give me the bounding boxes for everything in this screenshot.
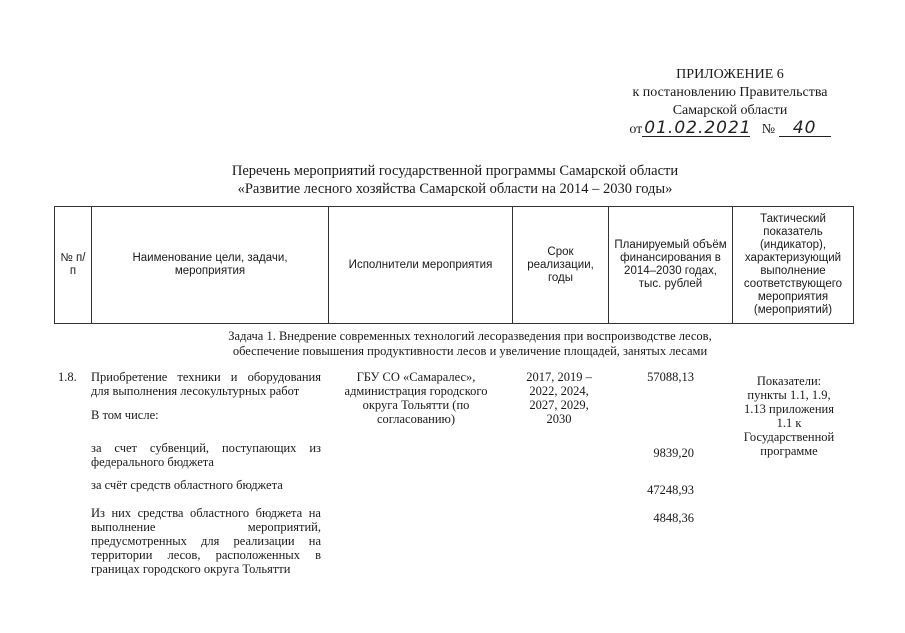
handwritten-number: 40 bbox=[779, 120, 831, 137]
row-executors: ГБУ СО «Самаралес», администрация городского округа Тольятти (по согласованию) bbox=[344, 370, 488, 426]
date-prefix: от bbox=[629, 122, 643, 137]
appendix-date-number bbox=[560, 120, 860, 139]
row-amount-regional: 47248,93 bbox=[647, 483, 694, 497]
document-title bbox=[140, 162, 770, 198]
row-including: В том числе: bbox=[91, 408, 159, 422]
row-sub-togliatti: Из них средства областного бюджета на выполнение мероприятий, предусмотренных для реализации на территории лесов, расположенных в границах городского округа Тольятти bbox=[91, 506, 321, 576]
table-header bbox=[54, 206, 854, 324]
header-number: № п/п bbox=[55, 207, 92, 323]
row-sub-federal: за счет субвенций, поступающих из федерального бюджета bbox=[91, 441, 321, 469]
row-period: 2017, 2019 – 2022, 2024, 2027, 2029, 2030 bbox=[526, 370, 592, 426]
row-amount-total: 57088,13 bbox=[647, 370, 694, 384]
row-indicator: Показатели: пункты 1.1, 1.9, 1.13 приложения 1.1 к Государственной программе bbox=[743, 374, 835, 458]
header-name: Наименование цели, задачи, мероприятия bbox=[92, 207, 329, 323]
row-number: 1.8. bbox=[58, 370, 77, 384]
task-line-1: Задача 1. Внедрение современных технологий лесоразведения при воспроизводстве лесов, bbox=[228, 329, 712, 343]
header-financing: Планируемый объём финансирования в 2014–2030 годах, тыс. рублей bbox=[609, 207, 733, 323]
header-period: Срок реализации, годы bbox=[513, 207, 609, 323]
row-amount-togliatti: 4848,36 bbox=[653, 511, 694, 525]
appendix-title: ПРИЛОЖЕНИЕ 6 bbox=[676, 67, 784, 82]
appendix-line-resolution: к постановлению Правительства bbox=[632, 85, 828, 100]
appendix-line-region: Самарской области bbox=[672, 103, 788, 118]
appendix-block bbox=[560, 66, 860, 139]
number-prefix: № bbox=[761, 122, 776, 137]
row-sub-regional: за счёт средств областного бюджета bbox=[91, 478, 283, 492]
title-line-2: «Развитие лесного хозяйства Самарской области на 2014 – 2030 годы» bbox=[237, 181, 673, 197]
task-line-2: обеспечение повышения продуктивности лесов и увеличение площадей, занятых лесами bbox=[232, 344, 708, 358]
handwritten-date: 01.02.2021 bbox=[644, 118, 752, 138]
header-indicator: Тактический показатель (индикатор), характеризующий выполнение соответствующего мероприятия (мероприятий) bbox=[743, 213, 843, 316]
title-line-1: Перечень мероприятий государственной программы Самарской области bbox=[231, 163, 679, 179]
header-executors: Исполнители мероприятия bbox=[329, 207, 513, 323]
task-heading bbox=[150, 329, 790, 359]
row-name: Приобретение техники и оборудования для выполнения лесокультурных работ bbox=[91, 370, 321, 398]
row-amount-federal: 9839,20 bbox=[653, 446, 694, 460]
